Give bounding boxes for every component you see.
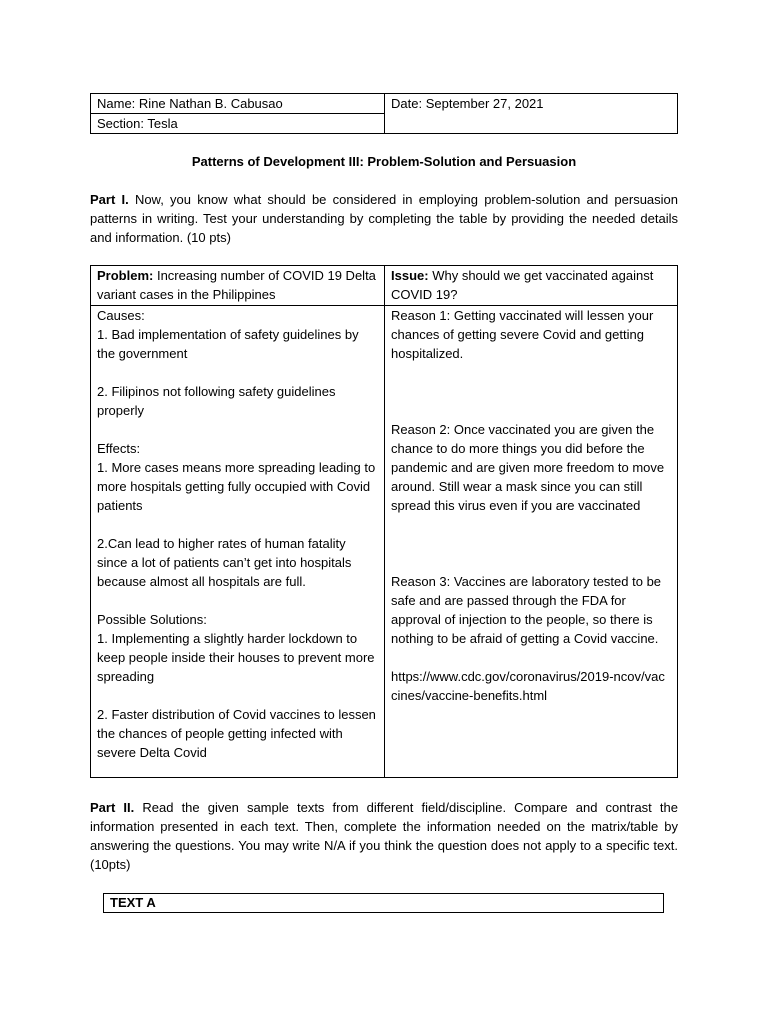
name-cell (91, 94, 385, 114)
part1-text: Now, you know what should be considered in employing problem-solution and persuasion patterns in writing. Test your understanding by completing the table by providing the needed details and information. (10 pts) (90, 192, 678, 245)
document-title: Patterns of Development III: Problem-Solution and Persuasion (191, 154, 577, 169)
solution-2: 2. Faster distribution of Covid vaccines to lessen the chances of people getting infected with severe Delta Covid (97, 707, 376, 760)
cause-2: 2. Filipinos not following safety guidelines properly (97, 384, 336, 418)
reasons-cell (385, 306, 678, 778)
problem-cell (91, 266, 385, 306)
date-value: September 27, 2021 (425, 96, 544, 111)
part1-instructions (90, 190, 678, 247)
problem-solution-table (90, 265, 678, 778)
effect-1: 1. More cases means more spreading leading to more hospitals getting fully occupied with Covid patients (97, 460, 376, 513)
date-label: Date: (391, 96, 423, 111)
section-cell (91, 114, 385, 134)
effect-2: 2.Can lead to higher rates of human fatality since a lot of patients can’t get into hospitals because almost all hospitals are full. (97, 536, 352, 589)
problem-label: Problem: (97, 268, 154, 283)
reason-1: Reason 1: Getting vaccinated will lessen your chances of getting severe Covid and getting hospitalized. (391, 308, 654, 361)
section-value: Tesla (147, 116, 178, 131)
issue-text: Why should we get vaccinated against COVID 19? (391, 268, 654, 302)
name-label: Name: (97, 96, 136, 111)
section-label: Section: (97, 116, 144, 131)
part1-label: Part I. (90, 192, 129, 207)
part2-text: Read the given sample texts from different field/discipline. Compare and contrast the information presented in each text. Then, complete the information needed on the matrix/table by answering the questions. You may write N/A if you think the question does not apply to a specific text. (10pts) (90, 800, 678, 872)
solutions-heading: Possible Solutions: (97, 612, 207, 627)
solution-1: 1. Implementing a slightly harder lockdown to keep people inside their houses to prevent more spreading (97, 631, 375, 684)
text-a-box (103, 893, 664, 913)
part2-instructions (90, 798, 678, 874)
part2-label: Part II. (90, 800, 135, 815)
cause-1: 1. Bad implementation of safety guidelines by the government (97, 327, 359, 361)
effects-heading: Effects: (97, 441, 141, 456)
date-cell (385, 94, 678, 134)
causes-heading: Causes: (97, 308, 145, 323)
source-url: https://www.cdc.gov/coronavirus/2019-ncov/vaccines/vaccine-benefits.html (391, 669, 665, 703)
header-info-table (90, 93, 678, 134)
issue-label: Issue: (391, 268, 429, 283)
reason-3: Reason 3: Vaccines are laboratory tested to be safe and are passed through the FDA for approval of injection to the people, so there is nothing to be afraid of getting a Covid vaccine. (391, 574, 662, 646)
issue-cell (385, 266, 678, 306)
name-value: Rine Nathan B. Cabusao (138, 96, 283, 111)
causes-effects-cell (91, 306, 385, 778)
reason-2: Reason 2: Once vaccinated you are given the chance to do more things you did before the pandemic and are given more freedom to move around. Still wear a mask since you can still spread this virus even if you are vaccinated (391, 422, 665, 513)
problem-text: Increasing number of COVID 19 Delta variant cases in the Philippines (97, 268, 376, 302)
text-a-label: TEXT A (110, 895, 156, 910)
